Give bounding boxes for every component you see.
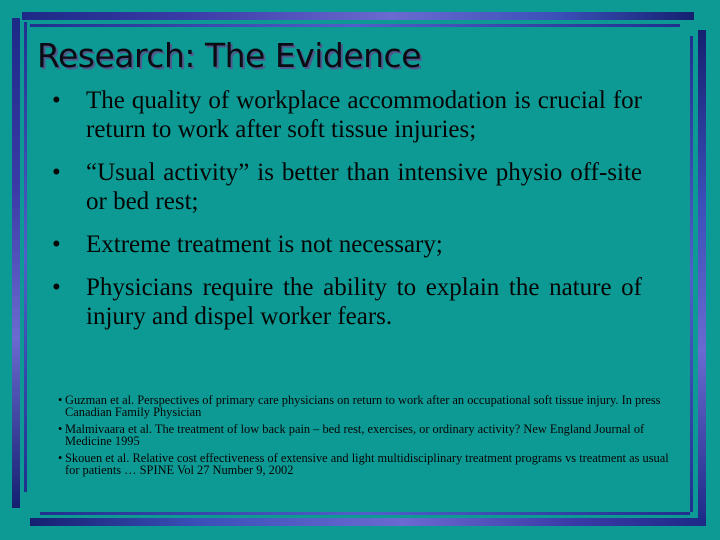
bullet-text: Extreme treatment is not necessary; [86, 231, 443, 258]
bullet-marker: • [52, 274, 61, 301]
bullet-text: Physicians require the ability to explain the nature of injury and dispel worker fears. [86, 274, 642, 330]
bullet-text: The quality of workplace accommodation is crucial for return to work after soft tissue injuries; [86, 87, 642, 143]
reference-text: Skouen et al. Relative cost effectiveness of extensive and light multidisciplinary treatment programs vs treatment as usual for patients … SPINE Vol 27 Number 9, 2002 [65, 451, 669, 477]
frame-right-inner-bar [690, 36, 693, 512]
bullet-item [52, 230, 642, 259]
bullet-text: “Usual activity” is better than intensive physio off-site or bed rest; [86, 159, 642, 215]
frame-top-inner-bar [30, 24, 680, 27]
reference-item [58, 394, 678, 418]
reference-item [58, 452, 678, 476]
bullet-item [52, 158, 642, 216]
frame-left-inner-bar [24, 22, 27, 492]
bullet-item [52, 86, 642, 144]
reference-list [58, 394, 678, 481]
reference-marker: • [58, 393, 63, 407]
bullet-item [52, 273, 642, 331]
frame-left-bar [12, 18, 20, 508]
reference-item [58, 423, 678, 447]
reference-marker: • [58, 451, 63, 465]
bullet-list [52, 86, 642, 345]
frame-top-bar [22, 12, 694, 20]
frame-bottom-bar [30, 518, 706, 526]
slide-title: Research: The Evidence [37, 36, 422, 75]
bullet-marker: • [52, 231, 61, 258]
reference-text: Guzman et al. Perspectives of primary care physicians on return to work after an occupational soft tissue injury. In press Canadian Family Physician [65, 393, 661, 419]
bullet-marker: • [52, 159, 61, 186]
reference-text: Malmivaara et al. The treatment of low back pain – bed rest, exercises, or ordinary activity? New England Journal of Medicine 1995 [65, 422, 645, 448]
frame-right-bar [698, 30, 706, 524]
reference-marker: • [58, 422, 63, 436]
bullet-marker: • [52, 87, 61, 114]
frame-bottom-inner-bar [40, 512, 690, 515]
